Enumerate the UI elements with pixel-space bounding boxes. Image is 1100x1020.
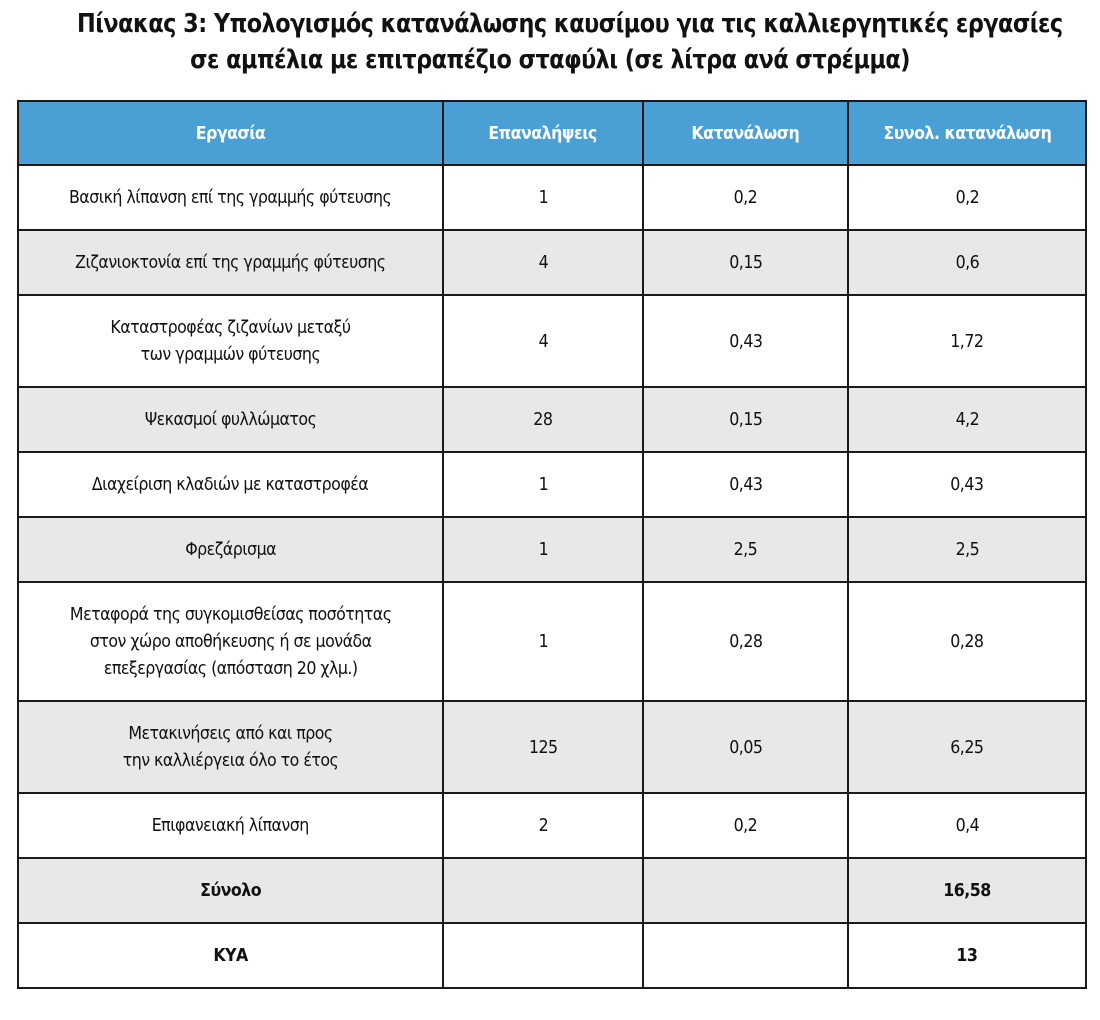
- cell-task: Ψεκασμοί φυλλώματος: [18, 387, 443, 452]
- cell-task: Καταστροφέας ζιζανίων μεταξύ των γραμμών φύτευσης: [18, 295, 443, 387]
- cell-repetitions: 125: [443, 701, 643, 793]
- cell-total: 0,28: [848, 582, 1086, 701]
- cell-consumption: 0,43: [643, 452, 848, 517]
- kya-total: 13: [848, 923, 1086, 988]
- cell-task: Βασική λίπανση επί της γραμμής φύτευσης: [18, 165, 443, 230]
- cell-task: Μετακινήσεις από και προς την καλλιέργεια όλο το έτος: [18, 701, 443, 793]
- cell-consumption: 0,05: [643, 701, 848, 793]
- cell-repetitions: 28: [443, 387, 643, 452]
- cell-task: Φρεζάρισμα: [18, 517, 443, 582]
- header-repetitions: Επαναλήψεις: [443, 101, 643, 165]
- cell-total: 0,43: [848, 452, 1086, 517]
- cell-repetitions: 4: [443, 295, 643, 387]
- cell-repetitions: 1: [443, 582, 643, 701]
- table-row: [18, 517, 1086, 582]
- header-task: Εργασία: [18, 101, 443, 165]
- cell-consumption: 0,43: [643, 295, 848, 387]
- cell-repetitions: 2: [443, 793, 643, 858]
- cell-repetitions: 1: [443, 452, 643, 517]
- table-row: [18, 165, 1086, 230]
- cell-consumption: 0,2: [643, 793, 848, 858]
- cell-consumption: 0,2: [643, 165, 848, 230]
- cell-repetitions: 1: [443, 165, 643, 230]
- kya-label: ΚΥΑ: [18, 923, 443, 988]
- header-total-consumption: Συνολ. κατανάλωση: [848, 101, 1086, 165]
- cell-total: 6,25: [848, 701, 1086, 793]
- kya-row: [18, 923, 1086, 988]
- sum-row: [18, 858, 1086, 923]
- cell-consumption: 0,15: [643, 230, 848, 295]
- cell-total: 0,4: [848, 793, 1086, 858]
- table-row: [18, 701, 1086, 793]
- table-row: [18, 452, 1086, 517]
- cell-consumption: 0,28: [643, 582, 848, 701]
- cell-total: 0,2: [848, 165, 1086, 230]
- cell-task: Ζιζανιοκτονία επί της γραμμής φύτευσης: [18, 230, 443, 295]
- header-consumption: Κατανάλωση: [643, 101, 848, 165]
- sum-label: Σύνολο: [18, 858, 443, 923]
- header-row: [18, 101, 1086, 165]
- table-row: [18, 230, 1086, 295]
- fuel-consumption-table: [17, 100, 1087, 989]
- cell-task: Διαχείριση κλαδιών με καταστροφέα: [18, 452, 443, 517]
- kya-repetitions: [443, 923, 643, 988]
- cell-repetitions: 4: [443, 230, 643, 295]
- sum-repetitions: [443, 858, 643, 923]
- table-row: [18, 582, 1086, 701]
- sum-total: 16,58: [848, 858, 1086, 923]
- table-row: [18, 295, 1086, 387]
- cell-total: 2,5: [848, 517, 1086, 582]
- table-title: [77, 6, 1063, 78]
- cell-task: Επιφανειακή λίπανση: [18, 793, 443, 858]
- cell-consumption: 0,15: [643, 387, 848, 452]
- kya-consumption: [643, 923, 848, 988]
- cell-task: Μεταφορά της συγκομισθείσας ποσότητας στον χώρο αποθήκευσης ή σε μονάδα επεξεργασίας (απόσταση 20 χλμ.): [18, 582, 443, 701]
- cell-total: 0,6: [848, 230, 1086, 295]
- title-line-2: σε αμπέλια με επιτραπέζιο σταφύλι (σε λίτρα ανά στρέμμα): [190, 45, 910, 75]
- table-row: [18, 793, 1086, 858]
- cell-consumption: 2,5: [643, 517, 848, 582]
- cell-total: 1,72: [848, 295, 1086, 387]
- cell-repetitions: 1: [443, 517, 643, 582]
- title-line-1: Πίνακας 3: Υπολογισμός κατανάλωσης καυσίμου για τις καλλιεργητικές εργασίες: [77, 9, 1063, 39]
- sum-consumption: [643, 858, 848, 923]
- table-row: [18, 387, 1086, 452]
- cell-total: 4,2: [848, 387, 1086, 452]
